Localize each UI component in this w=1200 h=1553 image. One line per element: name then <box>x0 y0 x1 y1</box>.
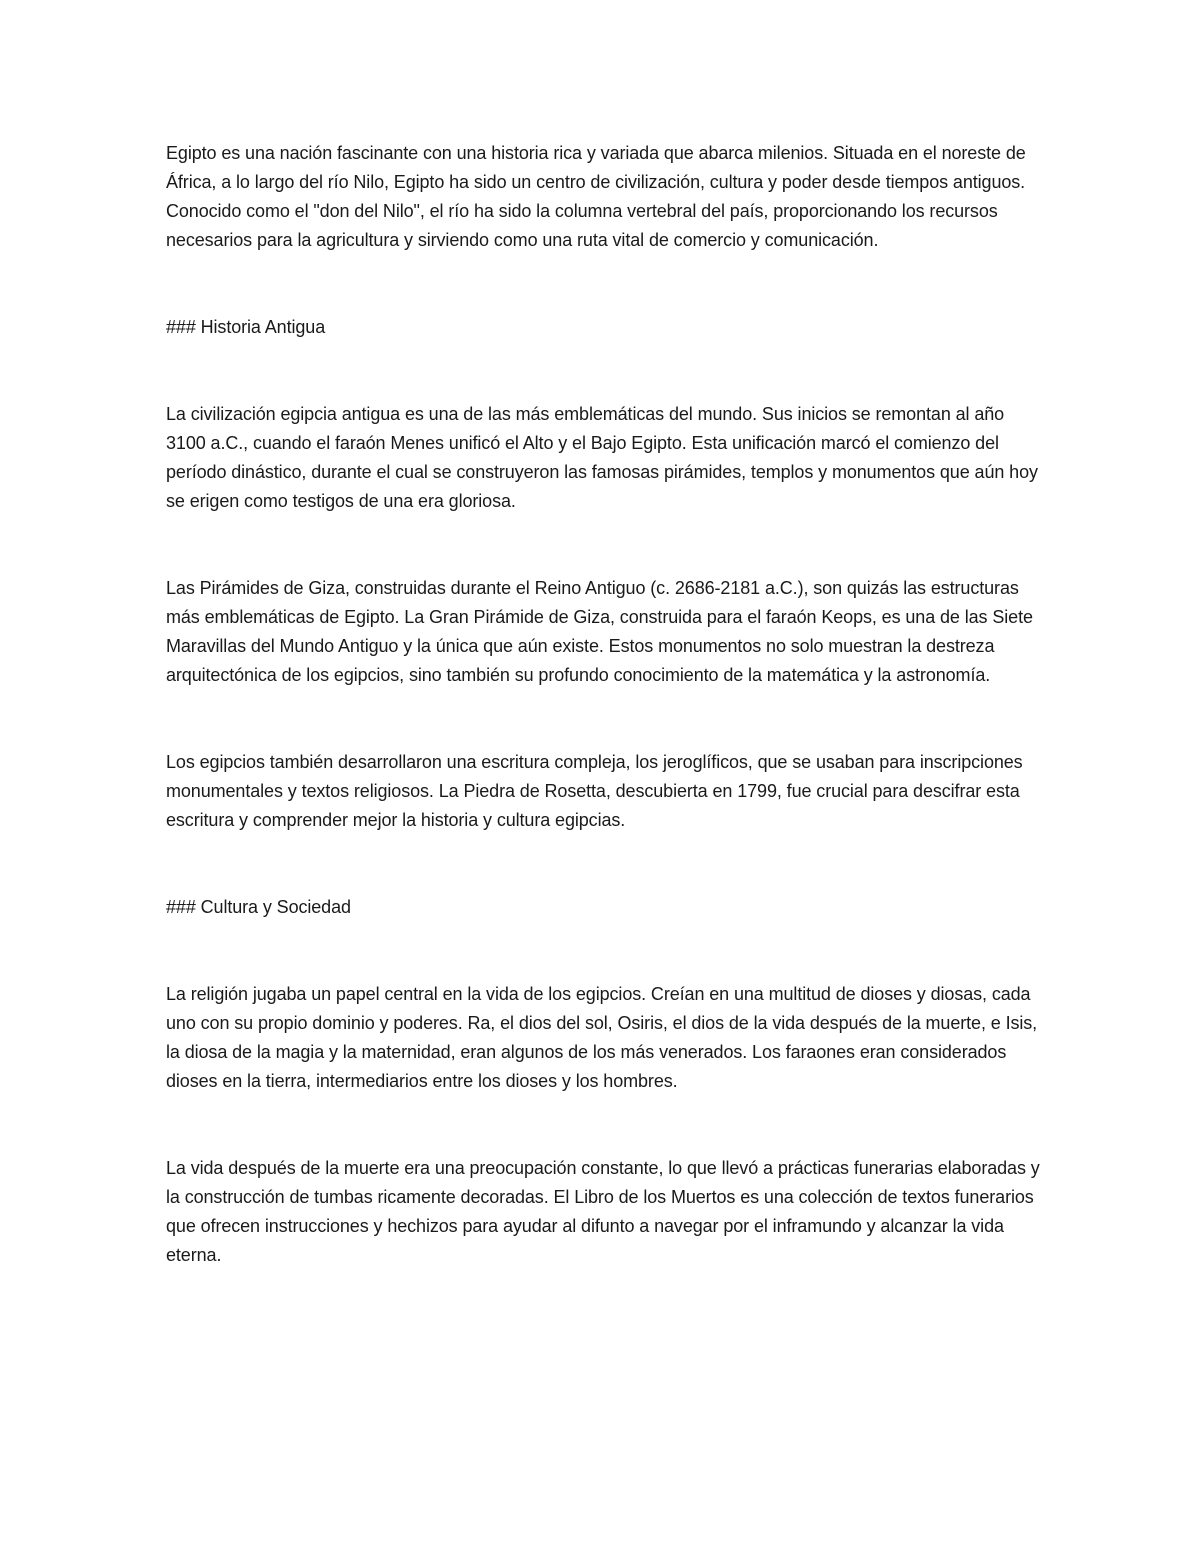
paragraph-piramides: Las Pirámides de Giza, construidas durante el Reino Antiguo (c. 2686-2181 a.C.), son quizás las estructuras más emblemáticas de Egipto. La Gran Pirámide de Giza, construida para el faraón Keops, es una de las Siete Maravillas del Mundo Antiguo y la única que aún existe. Estos monumentos no solo muestran la destreza arquitectónica de los egipcios, sino también su profundo conocimiento de la matemática y la astronomía. <box>166 578 1033 685</box>
document-body <box>166 139 1046 1270</box>
paragraph-jeroglificos: Los egipcios también desarrollaron una escritura compleja, los jeroglíficos, que se usaban para inscripciones monumentales y textos religiosos. La Piedra de Rosetta, descubierta en 1799, fue crucial para descifrar esta escritura y comprender mejor la historia y cultura egipcias. <box>166 752 1023 830</box>
paragraph-intro: Egipto es una nación fascinante con una historia rica y variada que abarca milenios. Situada en el noreste de África, a lo largo del río Nilo, Egipto ha sido un centro de civilización, cultura y poder desde tiempos antiguos. Conocido como el "don del Nilo", el río ha sido la columna vertebral del país, proporcionando los recursos necesarios para la agricultura y sirviendo como una ruta vital de comercio y comunicación. <box>166 143 1026 250</box>
heading-cultura-sociedad: ### Cultura y Sociedad <box>166 897 351 917</box>
paragraph-vida-despues-muerte: La vida después de la muerte era una preocupación constante, lo que llevó a prácticas funerarias elaboradas y la construcción de tumbas ricamente decoradas. El Libro de los Muertos es una colección de textos funerarios que ofrecen instrucciones y hechizos para ayudar al difunto a navegar por el inframundo y alcanzar la vida eterna. <box>166 1158 1040 1265</box>
paragraph-religion: La religión jugaba un papel central en la vida de los egipcios. Creían en una multitud de dioses y diosas, cada uno con su propio dominio y poderes. Ra, el dios del sol, Osiris, el dios de la vida después de la muerte, e Isis, la diosa de la magia y la maternidad, eran algunos de los más venerados. Los faraones eran considerados dioses en la tierra, intermediarios entre los dioses y los hombres. <box>166 984 1038 1091</box>
paragraph-civilizacion: La civilización egipcia antigua es una de las más emblemáticas del mundo. Sus inicios se remontan al año 3100 a.C., cuando el faraón Menes unificó el Alto y el Bajo Egipto. Esta unificación marcó el comienzo del período dinástico, durante el cual se construyeron las famosas pirámides, templos y monumentos que aún hoy se erigen como testigos de una era gloriosa. <box>166 404 1038 511</box>
heading-historia-antigua: ### Historia Antigua <box>166 317 326 337</box>
